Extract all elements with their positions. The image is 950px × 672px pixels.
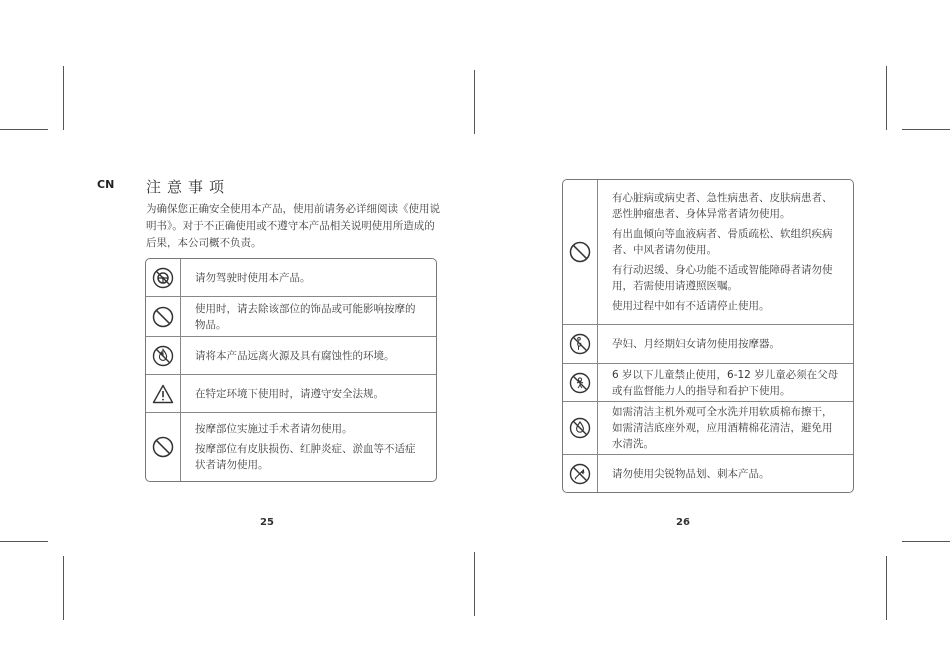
crop-mark — [474, 552, 475, 616]
precaution-row — [563, 401, 853, 454]
precaution-line: 有出血倾向等血液病者、骨质疏松、软组织疾病者、中风者请勿使用。 — [612, 228, 833, 256]
page-title: 注意事项 — [146, 178, 231, 196]
prohibited-icon — [152, 436, 174, 458]
precaution-line: 使用时，请去除该部位的饰品或可能影响按摩的物品。 — [195, 302, 416, 331]
precaution-line: 按摩部位实施过手术者请勿使用。 — [195, 423, 353, 435]
left-precautions-table — [145, 258, 437, 482]
icon-cell — [146, 337, 181, 374]
precaution-text — [181, 413, 436, 481]
icon-cell — [563, 180, 598, 324]
precaution-line: 在特定环境下使用时，请遵守安全法规。 — [195, 387, 384, 400]
precaution-line: 有行动迟缓、身心功能不适或智能障碍者请勿使用，若需使用请遵照医嘱。 — [612, 264, 833, 292]
precaution-row — [563, 180, 853, 324]
precaution-line: 使用过程中如有不适请停止使用。 — [612, 300, 770, 312]
precaution-row — [563, 454, 853, 492]
icon-cell — [563, 455, 598, 492]
icon-cell — [146, 413, 181, 481]
icon-cell — [146, 259, 181, 296]
precaution-text — [181, 337, 436, 374]
precaution-text — [598, 402, 853, 454]
no-driving-icon — [152, 267, 174, 289]
icon-cell — [563, 402, 598, 454]
icon-cell — [146, 375, 181, 412]
precaution-row — [146, 412, 436, 481]
precaution-row — [146, 259, 436, 296]
crop-mark — [886, 556, 887, 620]
crop-mark — [902, 541, 950, 542]
precaution-line: 6 岁以下儿童禁止使用，6-12 岁儿童必须在父母或有监督能力人的指导和看护下使用。 — [612, 368, 839, 397]
page-number: 25 — [260, 517, 274, 528]
precaution-text — [181, 375, 436, 412]
no-pregnant-icon — [569, 333, 591, 355]
crop-mark — [902, 129, 950, 130]
crop-mark — [63, 66, 64, 130]
no-children-icon — [569, 372, 591, 394]
precaution-line: 按摩部位有皮肤损伤、红肿炎症、淤血等不适症状者请勿使用。 — [195, 443, 416, 471]
no-water-wash-icon — [569, 417, 591, 439]
precaution-row — [146, 336, 436, 374]
precaution-line: 请勿驾驶时使用本产品。 — [195, 271, 311, 284]
page-number: 26 — [676, 517, 690, 528]
warning-icon — [152, 383, 174, 405]
precaution-row — [146, 296, 436, 336]
precaution-text — [598, 325, 853, 363]
precaution-line: 如需清洁主机外观可全水洗并用软质棉布擦干，如需清洁底座外观，应用酒精棉花清洁，避免用水清洗。 — [612, 406, 833, 450]
crop-mark — [0, 541, 48, 542]
precaution-text — [598, 364, 853, 401]
prohibited-icon — [569, 241, 591, 263]
right-precautions-table — [562, 179, 854, 493]
precaution-row — [563, 363, 853, 401]
language-code: CN — [97, 178, 115, 191]
precaution-row — [146, 374, 436, 412]
precaution-line: 孕妇、月经期妇女请勿使用按摩器。 — [612, 338, 780, 350]
precaution-text — [598, 455, 853, 492]
no-sharp-objects-icon — [569, 463, 591, 485]
precaution-text — [181, 259, 436, 296]
crop-mark — [474, 70, 475, 134]
crop-mark — [63, 556, 64, 620]
precaution-text — [181, 297, 436, 336]
icon-cell — [563, 364, 598, 401]
crop-mark — [0, 129, 48, 130]
icon-cell — [563, 325, 598, 363]
precaution-row — [563, 324, 853, 363]
precaution-line: 请勿使用尖锐物品划、刺本产品。 — [612, 467, 770, 480]
icon-cell — [146, 297, 181, 336]
prohibited-icon — [152, 306, 174, 328]
precaution-line: 有心脏病或病史者、急性病患者、皮肤病患者、恶性肿瘤患者、身体异常者请勿使用。 — [612, 192, 833, 220]
no-fire-icon — [152, 345, 174, 367]
precaution-text — [598, 180, 853, 324]
crop-mark — [886, 66, 887, 130]
intro-paragraph: 为确保您正确安全使用本产品，使用前请务必详细阅读《使用说明书》。对于不正确使用或不遵守本产品相关说明使用所造成的后果，本公司概不负责。 — [146, 203, 440, 249]
precaution-line: 请将本产品远离火源及具有腐蚀性的环境。 — [195, 349, 395, 362]
